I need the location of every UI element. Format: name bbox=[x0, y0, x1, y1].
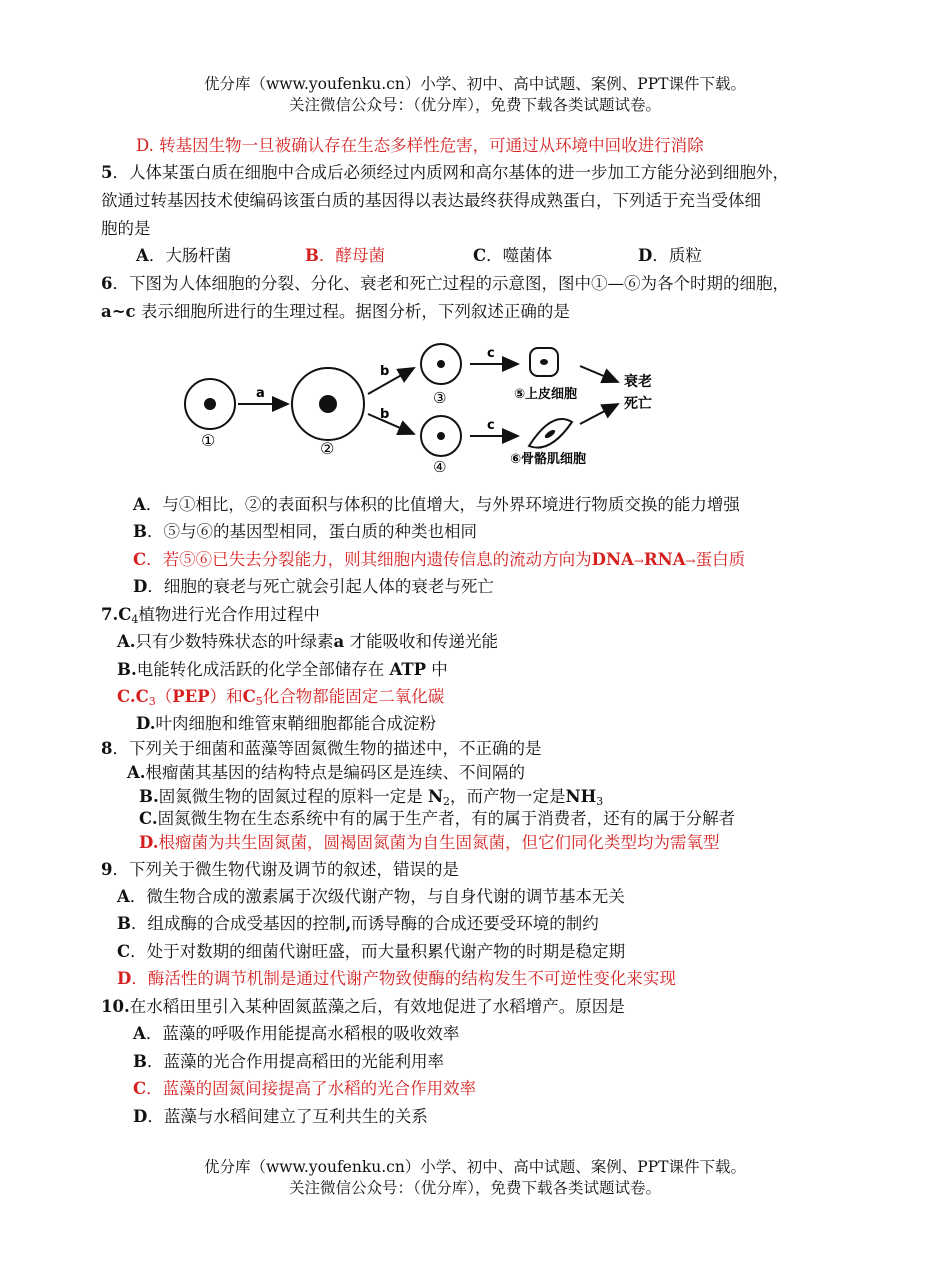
q10-option-c: C．蓝藻的固氮间接提高了水稻的光合作用效率 bbox=[133, 1079, 477, 1098]
q5-options bbox=[136, 245, 702, 267]
arrow-to-senescence-lower bbox=[580, 404, 618, 424]
arrow-b-upper bbox=[368, 368, 414, 394]
cell-3-label: ③ bbox=[433, 389, 447, 407]
q5-number: 5 bbox=[101, 163, 113, 182]
death-label: 死亡 bbox=[624, 396, 652, 412]
cell-1-label: ① bbox=[201, 431, 216, 450]
q9-option-b: B．组成酶的合成受基因的控制,而诱导酶的合成还要受环境的制约 bbox=[117, 914, 599, 933]
q10-option-d: D．蓝藻与水稻间建立了互利共生的关系 bbox=[133, 1107, 428, 1126]
label-c-upper: c bbox=[487, 346, 495, 361]
q6-line-2: a~c 表示细胞所进行的生理过程。据图分析，下列叙述正确的是 bbox=[101, 302, 570, 321]
cell-2-nucleus bbox=[319, 395, 337, 413]
q7-option-a: A.只有少数特殊状态的叶绿素a 才能吸收和传递光能 bbox=[117, 632, 498, 651]
q6-option-c: C．若⑤⑥已失去分裂能力，则其细胞内遗传信息的流动方向为DNA→RNA→蛋白质 bbox=[133, 550, 746, 569]
q9-option-c: C．处于对数期的细菌代谢旺盛，而大量积累代谢产物的时期是稳定期 bbox=[117, 942, 626, 961]
q9-stem: 9．下列关于微生物代谢及调节的叙述，错误的是 bbox=[101, 860, 459, 879]
cell-4-label: ④ bbox=[433, 458, 447, 476]
q6-number: 6 bbox=[101, 274, 113, 293]
arrow-b-lower bbox=[368, 414, 414, 434]
q7-option-b: B.电能转化成活跃的化学全部储存在 ATP 中 bbox=[117, 660, 448, 679]
q9-option-d: D．酶活性的调节机制是通过代谢产物致使酶的结构发生不可逆性变化来实现 bbox=[117, 969, 676, 988]
cell-process-diagram bbox=[180, 336, 670, 478]
q7-option-d: D.叶肉细胞和维管束鞘细胞都能合成淀粉 bbox=[136, 714, 436, 733]
q7-option-c: $C.C_3(PEP)$和$C_5$化合物都能固定二氧化碳 bbox=[117, 687, 445, 708]
q5-option-c: C．噬菌体 bbox=[473, 246, 553, 265]
label-b-lower: b bbox=[380, 407, 390, 422]
q10-stem: 10.在水稻田里引入某种固氮蓝藻之后，有效地促进了水稻增产。原因是 bbox=[101, 997, 625, 1016]
header-line-1: 优分库（www.youfenku.cn）小学、初中、高中试题、案例、PPT课件下载。 bbox=[203, 75, 747, 93]
q5-option-b: B．酵母菌 bbox=[305, 246, 385, 265]
cell-1-nucleus bbox=[204, 398, 216, 410]
q7-stem: $7.C_4$植物进行光合作用过程中 bbox=[101, 605, 320, 626]
q10-option-a: A．蓝藻的呼吸作用能提高水稻根的吸收效率 bbox=[133, 1024, 460, 1043]
q5-line-2: 欲通过转基因技术使编码该蛋白质的基因得以表达最终获得成熟蛋白，下列适于充当受体细 bbox=[101, 191, 761, 210]
q8-option-a: A.根瘤菌其基因的结构特点是编码区是连续、不间隔的 bbox=[127, 763, 526, 782]
label-c-lower: c bbox=[487, 418, 495, 433]
q6-option-a: A．与①相比，②的表面积与体积的比值增大，与外界环境进行物质交换的能力增强 bbox=[133, 495, 740, 514]
q6-option-b: B．⑤与⑥的基因型相同，蛋白质的种类也相同 bbox=[133, 522, 477, 541]
header-line-2: 关注微信公众号：（优分库），免费下载各类试题试卷。 bbox=[288, 96, 661, 114]
arrow-to-senescence-upper bbox=[580, 366, 618, 382]
cell-3-nucleus bbox=[437, 360, 445, 368]
q8-option-c: C.固氮微生物在生态系统中有的属于生产者，有的属于消费者，还有的属于分解者 bbox=[139, 809, 736, 828]
cell-4-nucleus bbox=[437, 432, 445, 440]
q8-option-b: B.固氮微生物的固氮过程的原料一定是 $N_2$，而产物一定是$NH_3$ bbox=[139, 787, 604, 808]
label-a: a bbox=[256, 386, 265, 401]
senescence-label: 衰老 bbox=[624, 374, 652, 390]
cell-5-label: ⑤上皮细胞 bbox=[514, 387, 578, 402]
prev-option-d: D. 转基因生物一旦被确认存在生态多样性危害，可通过从环境中回收进行消除 bbox=[136, 136, 704, 155]
q6-line-1: 6．下图为人体细胞的分裂、分化、衰老和死亡过程的示意图，图中①—⑥为各个时期的细胞， bbox=[101, 274, 789, 293]
q9-option-a: A．微生物合成的激素属于次级代谢产物，与自身代谢的调节基本无关 bbox=[117, 887, 625, 906]
cell-2-label: ② bbox=[320, 439, 335, 458]
footer-line-2: 关注微信公众号：（优分库），免费下载各类试题试卷。 bbox=[288, 1179, 661, 1197]
cell-5-nucleus bbox=[540, 359, 548, 365]
q5-option-d: D．质粒 bbox=[638, 246, 702, 265]
q8-option-d: D.根瘤菌为共生固氮菌，圆褐固氮菌为自生固氮菌，但它们同化类型均为需氧型 bbox=[139, 833, 720, 852]
q5-option-a: A．大肠杆菌 bbox=[136, 246, 232, 265]
q6-option-d: D．细胞的衰老与死亡就会引起人体的衰老与死亡 bbox=[133, 577, 494, 596]
label-b-upper: b bbox=[380, 364, 390, 379]
q8-stem: 8．下列关于细菌和蓝藻等固氮微生物的描述中，不正确的是 bbox=[101, 739, 542, 758]
cell-6-nucleus bbox=[544, 428, 557, 439]
q5-line-3: 胞的是 bbox=[101, 219, 151, 238]
footer-line-1: 优分库（www.youfenku.cn）小学、初中、高中试题、案例、PPT课件下载。 bbox=[203, 1158, 747, 1176]
q10-option-b: B．蓝藻的光合作用提高稻田的光能利用率 bbox=[133, 1052, 444, 1071]
cell-6-label: ⑥骨骼肌细胞 bbox=[510, 452, 587, 467]
q5-line-1: 5．人体某蛋白质在细胞中合成后必须经过内质网和高尔基体的进一步加工方能分泌到细胞外， bbox=[101, 163, 789, 182]
